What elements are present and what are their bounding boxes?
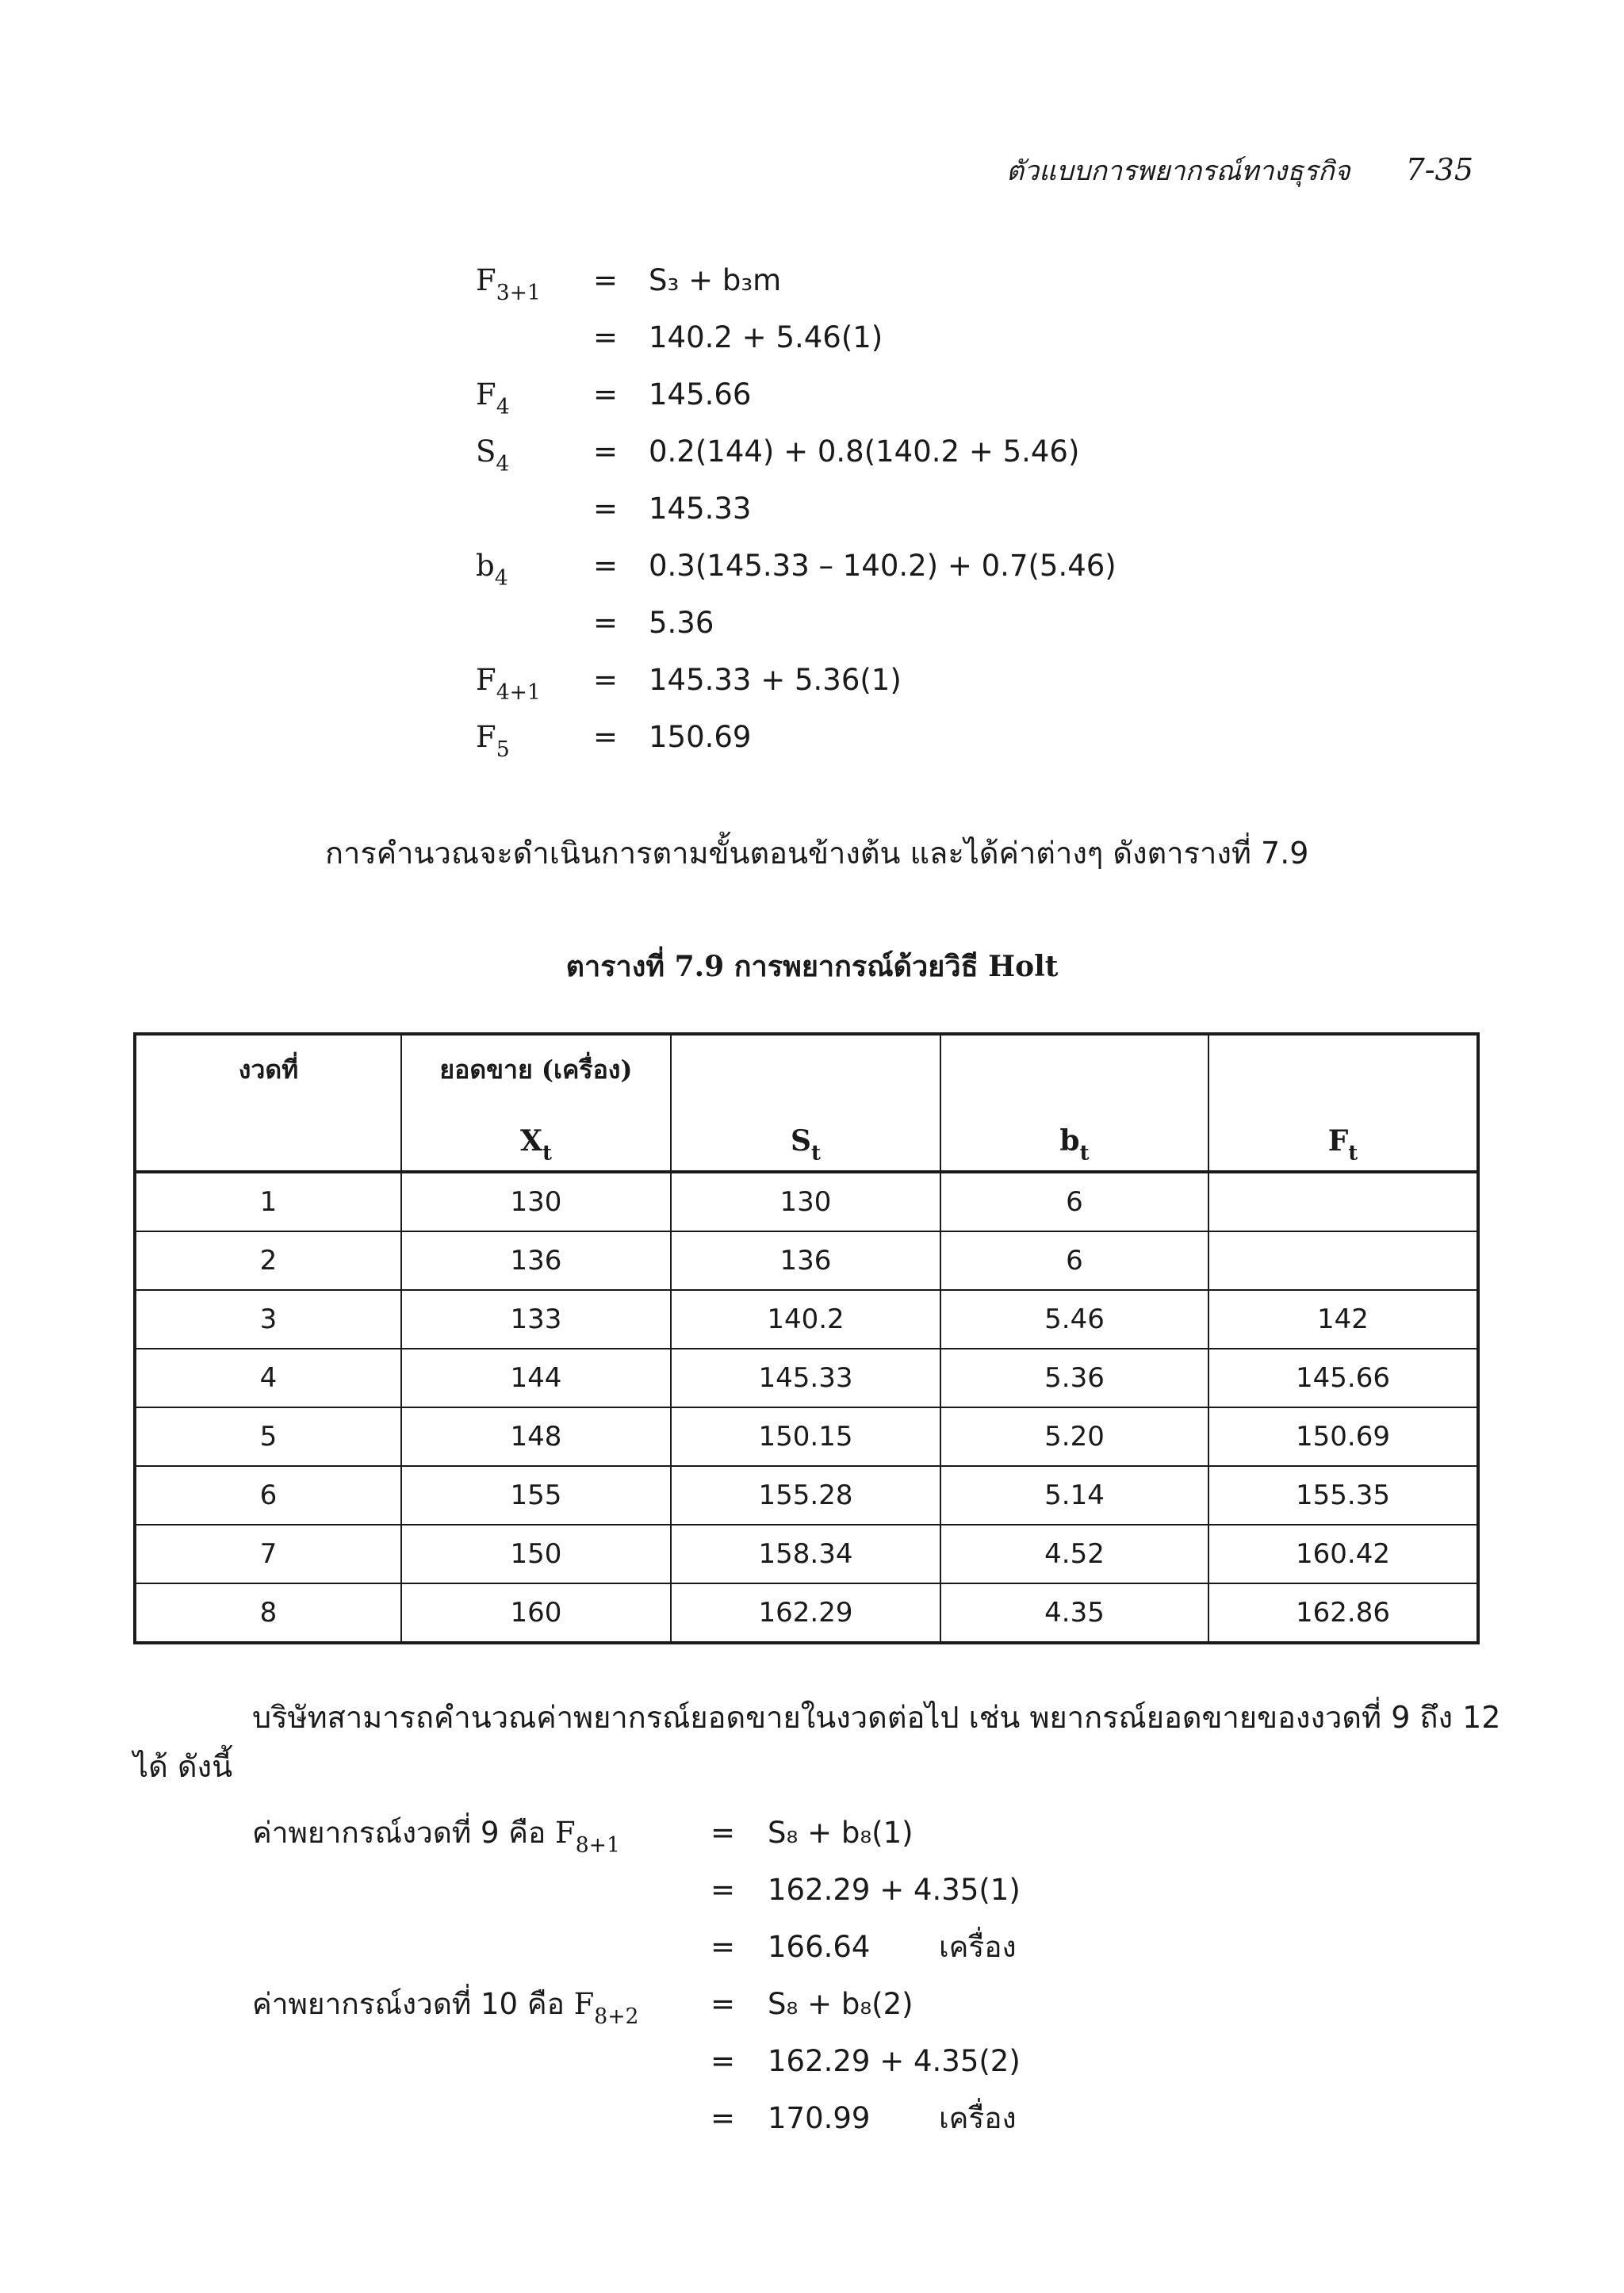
- table-cell: 136: [671, 1231, 940, 1290]
- table-cell: 142: [1208, 1290, 1478, 1349]
- column-variable: $b_t$: [1059, 1124, 1090, 1166]
- equation-rhs: 0.3(145.33 – 140.2) + 0.7(5.46): [649, 549, 1116, 583]
- holt-forecast-table: [133, 1032, 1480, 1644]
- table-cell: 5.20: [940, 1407, 1208, 1466]
- equals-sign: =: [593, 606, 619, 640]
- table-cell: [1208, 1172, 1478, 1231]
- table-cell: 136: [401, 1231, 671, 1290]
- table-cell: 130: [671, 1172, 940, 1231]
- table-cell: 155.28: [671, 1466, 940, 1525]
- table-row: [135, 1231, 1478, 1290]
- table-cell: 162.29: [671, 1583, 940, 1643]
- equation-rhs: 150.69: [649, 720, 752, 754]
- table-cell: 158.34: [671, 1525, 940, 1583]
- intro-paragraph: การคำนวณจะดำเนินการตามขั้นตอนข้างต้น และได้ค่าต่างๆ ดังตารางที่ 7.9: [325, 836, 1309, 871]
- forecast-rhs: 166.64: [768, 1930, 871, 1964]
- forecast-paragraph-line2: ได้ ดังนี้: [133, 1749, 233, 1784]
- forecast-line: [252, 1976, 1124, 2033]
- table-cell: 7: [135, 1525, 401, 1583]
- equation-rhs: S₃ + b₃m: [649, 263, 782, 297]
- table-row: [135, 1172, 1478, 1231]
- equation-line: [476, 366, 1189, 423]
- forecast-line: [252, 1862, 1124, 1919]
- table-cell: 2: [135, 1231, 401, 1290]
- header-title: ตัวแบบการพยากรณ์ทางธุรกิจ: [1005, 155, 1350, 187]
- table-cell: 150.69: [1208, 1407, 1478, 1466]
- column-header-label: งวดที่: [238, 1055, 299, 1085]
- equals-sign: =: [710, 1987, 736, 2021]
- equation-rhs: 140.2 + 5.46(1): [649, 320, 883, 354]
- table-cell: 148: [401, 1407, 671, 1466]
- table-cell: 5.14: [940, 1466, 1208, 1525]
- table-cell: 162.86: [1208, 1583, 1478, 1643]
- equation-lhs: $F_5$: [476, 720, 510, 762]
- table-cell: 144: [401, 1349, 671, 1407]
- equation-line: [476, 538, 1189, 595]
- equals-sign: =: [593, 320, 619, 354]
- table-caption: ตารางที่ 7.9 การพยากรณ์ด้วยวิธี Holt: [565, 950, 1059, 983]
- equation-lhs: $F_{4+1}$: [476, 663, 541, 705]
- table-cell: [1208, 1231, 1478, 1290]
- equals-sign: =: [710, 1873, 736, 1907]
- column-variable: $S_t$: [791, 1124, 821, 1166]
- equation-lhs: $F_4$: [476, 377, 510, 419]
- table-row: [135, 1290, 1478, 1349]
- unit-label: เครื่อง: [939, 1930, 1017, 1964]
- equation-line: [476, 652, 1189, 709]
- equation-line: [476, 595, 1189, 652]
- equation-rhs: 0.2(144) + 0.8(140.2 + 5.46): [649, 434, 1080, 469]
- column-header: [401, 1034, 671, 1172]
- forecast-line: [252, 1805, 1124, 1862]
- table-cell: 145.33: [671, 1349, 940, 1407]
- table-cell: 5.36: [940, 1349, 1208, 1407]
- table-cell: 133: [401, 1290, 671, 1349]
- equals-sign: =: [593, 663, 619, 697]
- equals-sign: =: [593, 492, 619, 526]
- column-header-label: [1209, 1042, 1477, 1121]
- column-header-label: [672, 1042, 940, 1121]
- column-header-label: [941, 1042, 1208, 1121]
- equals-sign: =: [593, 549, 619, 583]
- column-header: [1208, 1034, 1478, 1172]
- table-cell: 6: [940, 1231, 1208, 1290]
- table-cell: 155: [401, 1466, 671, 1525]
- equation-lhs: $S_4$: [476, 434, 510, 477]
- column-variable: $X_t$: [520, 1124, 552, 1166]
- table-row: [135, 1466, 1478, 1525]
- forecast-rhs: S₈ + b₈(2): [768, 1987, 914, 2021]
- equation-line: [476, 709, 1189, 766]
- column-variable: $F_t$: [1327, 1124, 1358, 1166]
- equals-sign: =: [710, 2101, 736, 2135]
- table-cell: 150: [401, 1525, 671, 1583]
- table-row: [135, 1407, 1478, 1466]
- forecast-lhs: ค่าพยากรณ์งวดที่ 10 คือ $F_{8+2}$: [252, 1987, 639, 2029]
- equation-line: [476, 423, 1189, 480]
- table-cell: 4: [135, 1349, 401, 1407]
- page-number: 7-35: [1405, 152, 1473, 187]
- equation-lhs: $F_{3+1}$: [476, 263, 541, 305]
- table-cell: 160: [401, 1583, 671, 1643]
- table-cell: 4.35: [940, 1583, 1208, 1643]
- equation-rhs: 145.66: [649, 377, 752, 412]
- equals-sign: =: [593, 720, 619, 754]
- forecast-rhs: 162.29 + 4.35(2): [768, 2044, 1021, 2078]
- running-header: [793, 149, 1473, 192]
- table-cell: 140.2: [671, 1290, 940, 1349]
- equation-line: [476, 480, 1189, 538]
- forecast-label: ค่าพยากรณ์งวดที่ 9 คือ: [252, 1816, 556, 1850]
- forecast-line: [252, 2090, 1124, 2147]
- column-header: [940, 1034, 1208, 1172]
- equals-sign: =: [593, 434, 619, 469]
- forecast-rhs: 170.99: [768, 2101, 871, 2135]
- table-cell: 3: [135, 1290, 401, 1349]
- table-cell: 1: [135, 1172, 401, 1231]
- equals-sign: =: [593, 263, 619, 297]
- table-cell: 145.66: [1208, 1349, 1478, 1407]
- table-cell: 8: [135, 1583, 401, 1643]
- unit-label: เครื่อง: [939, 2101, 1017, 2135]
- column-header: [135, 1034, 401, 1172]
- equation-rhs: 145.33 + 5.36(1): [649, 663, 902, 697]
- table-cell: 6: [940, 1172, 1208, 1231]
- equals-sign: =: [710, 1930, 736, 1964]
- table-body: [135, 1172, 1478, 1643]
- forecast-line: [252, 1919, 1124, 1976]
- forecast-paragraph-line1: บริษัทสามารถคำนวณค่าพยากรณ์ยอดขายในงวดต่อไป เช่น พยากรณ์ยอดขายของงวดที่ 9 ถึง 12: [252, 1700, 1501, 1735]
- forecast-lhs: ค่าพยากรณ์งวดที่ 9 คือ $F_{8+1}$: [252, 1816, 620, 1858]
- equation-line: [476, 309, 1189, 366]
- table-cell: 4.52: [940, 1525, 1208, 1583]
- table-cell: 155.35: [1208, 1466, 1478, 1525]
- table-row: [135, 1349, 1478, 1407]
- equation-rhs: 5.36: [649, 606, 714, 640]
- table-cell: 5.46: [940, 1290, 1208, 1349]
- table-cell: 5: [135, 1407, 401, 1466]
- column-variable: [136, 1121, 400, 1170]
- table-row: [135, 1583, 1478, 1643]
- table-cell: 6: [135, 1466, 401, 1525]
- forecast-label: ค่าพยากรณ์งวดที่ 10 คือ: [252, 1987, 574, 2021]
- table-header-row: [135, 1034, 1478, 1172]
- equals-sign: =: [593, 377, 619, 412]
- equation-line: [476, 252, 1189, 309]
- table-cell: 160.42: [1208, 1525, 1478, 1583]
- forecast-rhs: 162.29 + 4.35(1): [768, 1873, 1021, 1907]
- equation-rhs: 145.33: [649, 492, 752, 526]
- table-row: [135, 1525, 1478, 1583]
- equals-sign: =: [710, 2044, 736, 2078]
- forecast-rhs: S₈ + b₈(1): [768, 1816, 914, 1850]
- table-cell: 150.15: [671, 1407, 940, 1466]
- equation-lhs: $b_4$: [476, 549, 508, 591]
- column-header-label: ยอดขาย (เครื่อง): [439, 1055, 633, 1085]
- column-header: [671, 1034, 940, 1172]
- forecast-line: [252, 2033, 1124, 2090]
- table-cell: 130: [401, 1172, 671, 1231]
- equals-sign: =: [710, 1816, 736, 1850]
